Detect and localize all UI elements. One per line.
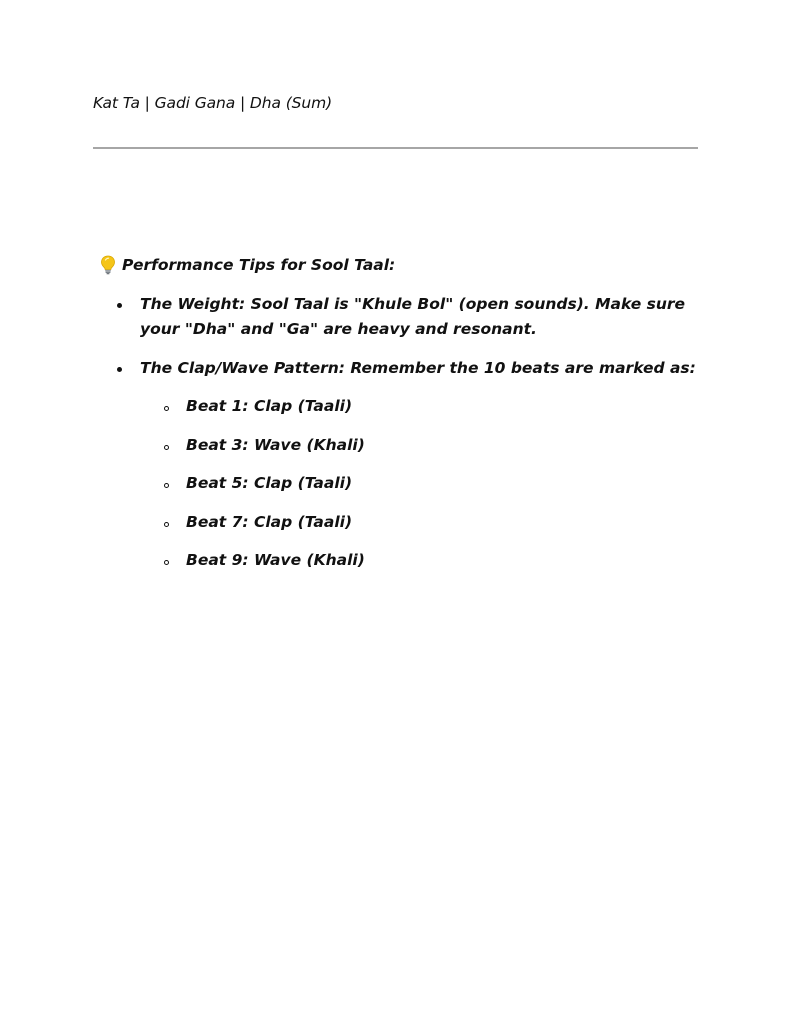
hollow-bullet-icon — [164, 406, 169, 411]
tips-heading — [100, 255, 395, 275]
list-item — [161, 548, 365, 573]
lightbulb-icon — [100, 255, 116, 275]
beat-text: Beat 7: Clap (Taali) — [186, 512, 353, 531]
bol-sequence-line: Kat Ta | Gadi Gana | Dha (Sum) — [93, 94, 333, 112]
list-item — [161, 394, 365, 419]
beat-text: Beat 5: Clap (Taali) — [186, 474, 353, 492]
list-item — [115, 356, 705, 381]
list-item — [115, 292, 705, 342]
hollow-bullet-icon — [164, 522, 169, 527]
beat-text: Beat 1: Clap (Taali) — [186, 397, 353, 415]
list-item — [161, 510, 365, 535]
tip-text-clap-wave: The Clap/Wave Pattern: Remember the 10 beats are marked as: — [140, 359, 696, 377]
horizontal-divider — [93, 147, 698, 149]
list-item — [161, 433, 365, 458]
tip-text-weight: The Weight: Sool Taal is "Khule Bol" (open sounds). Make sure your "Dha" and "Ga" are heavy and resonant. — [140, 295, 686, 338]
tips-list — [115, 292, 705, 395]
list-item — [161, 471, 365, 496]
beats-list — [161, 394, 365, 587]
hollow-bullet-icon — [164, 560, 169, 565]
bullet-icon — [117, 303, 122, 308]
beat-text: Beat 3: Wave (Khali) — [186, 435, 365, 454]
beat-text: Beat 9: Wave (Khali) — [186, 551, 365, 569]
hollow-bullet-icon — [164, 483, 169, 488]
tips-heading-text: Performance Tips for Sool Taal: — [122, 256, 396, 274]
bullet-icon — [117, 367, 122, 372]
hollow-bullet-icon — [164, 445, 169, 450]
